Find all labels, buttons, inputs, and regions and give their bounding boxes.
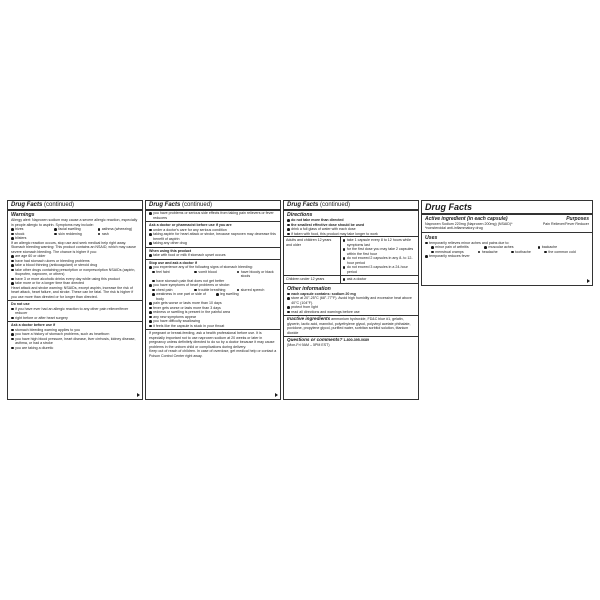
list-item: do not exceed 2 capsules in any 8- to 12-hour period [346, 256, 413, 265]
list-item: the smallest effective dose should be used [291, 222, 365, 227]
list-item: you have symptoms of heart problems or stroke: [153, 283, 230, 287]
bullet-icon [11, 255, 14, 258]
bullet-icon [11, 308, 14, 311]
list-item: have had stomach ulcers or bleeding problems [15, 258, 90, 263]
bullet-icon [149, 307, 152, 310]
bullet-icon [11, 264, 14, 267]
bullet-icon [149, 302, 152, 305]
list-item: right before or after heart surgery [15, 315, 68, 320]
bullet-icon [149, 233, 152, 236]
drug-facts-panel-directions [283, 200, 419, 400]
sign: chest pain [156, 287, 173, 292]
list-item: if you have ever had an allergic reaction to any other pain reliever/fever reducer [15, 306, 129, 315]
bullet-icon [152, 271, 155, 274]
purpose: Pain Reliever/Fever Reducer [542, 222, 589, 226]
divider [146, 247, 280, 248]
stop-use-title: Stop use and ask a doctor if [149, 260, 197, 265]
list-item: store at 20°-25°C (68°-77°F). Avoid high humidity and excessive heat above 40°C (104°F). [291, 296, 412, 305]
list-item: you have problems or serious side effects from taking pain relievers or fever reducers [153, 211, 274, 220]
allergy-after: If an allergic reaction occurs, stop use and seek medical help right away. [11, 240, 127, 245]
bullet-icon [11, 329, 14, 332]
divider [146, 329, 280, 330]
use-item: menstrual cramps [435, 249, 464, 254]
bullet-icon [149, 284, 152, 287]
continue-arrow-icon [137, 393, 140, 397]
sign: feel faint [156, 269, 170, 274]
bullet-icon [538, 246, 541, 249]
bullet-icon [287, 224, 290, 227]
age-group: Adults and children 12 years and older [284, 237, 340, 276]
symptom: hives [15, 227, 24, 231]
active-ingredient-title: Active ingredient (in each capsule) [425, 216, 508, 222]
divider [146, 259, 280, 260]
bullet-icon [425, 255, 428, 258]
bullet-icon [149, 316, 152, 319]
bullet-icon [425, 242, 428, 245]
list-item: ask a doctor [346, 277, 367, 281]
panel-title: Drug Facts [287, 202, 319, 208]
panel-title: Drug Facts [11, 202, 43, 208]
allergy-symptoms [11, 227, 139, 241]
bullet-icon [11, 333, 14, 336]
table-row [284, 237, 418, 276]
list-item: under a doctor's care for any serious condition [153, 227, 227, 232]
ask-pharmacist-title: Ask a doctor or pharmacist before use if you are [149, 223, 232, 227]
dosage-instructions [340, 237, 418, 276]
list-item: stomach bleeding warning applies to you [15, 327, 81, 332]
bullet-icon [149, 311, 152, 314]
sign: have stomach pain that does not get better [156, 278, 225, 283]
list-item: do not take more than directed [291, 218, 344, 222]
list-item: if taken with food, this product may take longer to work [291, 231, 378, 236]
list-item: temporarily reduces fever [429, 254, 470, 258]
bullet-icon [287, 293, 290, 296]
directions-title: Directions [287, 212, 313, 218]
questions-hours: (Mon-Fri 9AM – 5PM EST) [287, 342, 330, 347]
list-item: take more or for a longer time than directed [15, 281, 85, 285]
sign: have bloody or black stools [240, 269, 274, 278]
inactive-title: Inactive ingredients [287, 316, 331, 321]
list-item: taking any other drug [153, 241, 187, 245]
questions-phone: 1-800-395-0689 [343, 338, 369, 342]
list-item: fever gets worse or lasts more than 3 days [153, 305, 221, 310]
symptom: asthma (wheezing) [101, 227, 133, 231]
drug-facts-panel-warnings-continued [145, 200, 281, 400]
bullet-icon [152, 289, 155, 292]
bullet-icon [431, 251, 434, 254]
sign: leg swelling [220, 292, 239, 296]
questions-title: Questions or comments? [287, 337, 343, 342]
list-item: any new symptoms appear [153, 314, 197, 319]
bullet-icon [343, 278, 346, 281]
dosage-table [284, 236, 418, 283]
list-item: have 3 or more alcoholic drinks every day while using this product [15, 276, 120, 281]
bullet-icon [237, 271, 240, 274]
bullet-icon [152, 280, 155, 283]
bullet-icon [98, 233, 101, 236]
use-item: minor pain of arthritis [435, 245, 469, 249]
list-item: are age 60 or older [15, 254, 46, 258]
bullet-icon [11, 278, 14, 281]
bullet-icon [287, 233, 290, 236]
bullet-icon [287, 228, 290, 231]
bullet-icon [343, 266, 346, 269]
bullet-icon [149, 242, 152, 245]
bullet-icon [11, 347, 14, 350]
list-item: protect from light [291, 305, 318, 309]
heart-signs-2 [149, 292, 277, 301]
warnings-title: Warnings [11, 212, 35, 218]
stomach-warning: Stomach bleeding warning: This product contains an NSAID, which may cause severe stomach bleeding. The chance is higher if you: [11, 245, 136, 254]
list-item: redness or swelling is present in the painful area [153, 310, 231, 314]
bullet-icon [287, 306, 290, 309]
list-item: you have a history of stomach problems, such as heartburn [15, 332, 110, 336]
drug-facts-title: Drug Facts [422, 201, 592, 215]
bullet-icon [511, 251, 514, 254]
bleeding-signs [149, 270, 277, 279]
active-ingredient-header [422, 215, 592, 222]
list-item: pain gets worse or lasts more than 10 days [153, 301, 222, 305]
list-item: you are taking a diuretic [15, 345, 54, 350]
continue-arrow-icon [587, 279, 590, 283]
drug-facts-panel-main [421, 200, 593, 286]
divider [422, 232, 592, 233]
keep-out-warning: Keep out of reach of children. In case of overdose, get medical help or contact a Poison Control Center right away. [149, 349, 277, 358]
bullet-icon [152, 293, 155, 296]
bullet-icon [11, 233, 14, 236]
sign: weakness in one part or side of body [156, 292, 206, 301]
bullet-icon [54, 228, 57, 231]
panel-title: Drug Facts [149, 202, 181, 208]
pregnancy-warning: If pregnant or breast-feeding, ask a health professional before use. It is especially important not to use naproxen sodium at 20 weeks or later in pregnancy unless definitely directed to do so by a doctor because it may cause problems in the unborn child or complications during delivery. [149, 331, 275, 349]
panel-continued: (continued) [320, 202, 351, 208]
divider [8, 321, 142, 322]
bullet-icon [343, 257, 346, 260]
list-item: take with food or milk if stomach upset occurs [153, 253, 226, 257]
list-item: for the first dose you may take 2 capsules within the first hour [346, 247, 414, 256]
list-item: temporarily relieves minor aches and pains due to: [429, 240, 510, 245]
list-item: it feels like the capsule is stuck in your throat [153, 323, 225, 328]
allergy-alert: Allergy alert: Naproxen sodium may cause a severe allergic reaction, especially in people allergic to aspirin. Symptoms may include: [11, 218, 138, 227]
bullet-icon [216, 293, 219, 296]
bullet-icon [484, 246, 487, 249]
bullet-icon [11, 338, 14, 341]
panel-continued: (continued) [44, 202, 75, 208]
bullet-icon [287, 297, 290, 300]
bullet-icon [11, 260, 14, 263]
list-item: each capsule contains: sodium 20 mg [291, 291, 356, 296]
sign: vomit blood [198, 269, 217, 274]
footnote: *nonsteroidal anti-inflammatory drug [425, 226, 483, 230]
divider [284, 283, 418, 284]
drug-facts-panel-warnings [7, 200, 143, 400]
list-item: you have high blood pressure, heart disease, liver cirrhosis, kidney disease, asthma, or had a stroke [15, 336, 136, 345]
panel-header [8, 201, 142, 211]
bullet-icon [11, 317, 14, 320]
bullet-icon [343, 248, 346, 251]
symptom: rash [101, 231, 109, 236]
bullet-icon [54, 233, 57, 236]
bullet-icon [287, 311, 290, 314]
use-item: muscular aches [488, 245, 514, 249]
table-row [284, 276, 418, 283]
bullet-icon [194, 289, 197, 292]
bullet-icon [544, 251, 547, 254]
heart-warning: Heart attack and stroke warning: NSAIDs, except aspirin, increase the risk of heart attack, heart failure, and stroke. These can be fatal. The risk is higher if you use more than directed or for longer than directed. [11, 285, 134, 299]
symptom: facial swelling [58, 227, 81, 231]
bullet-icon [287, 219, 290, 222]
bullet-icon [149, 266, 152, 269]
panel-header [146, 201, 280, 211]
list-item: take 1 capsule every 8 to 12 hours while symptoms last [346, 238, 411, 247]
symptom: skin reddening [58, 231, 82, 236]
dosage-instructions [340, 276, 418, 283]
bullet-icon [237, 289, 240, 292]
bullet-icon [11, 282, 14, 285]
bullet-icon [11, 228, 14, 231]
ask-doctor-title: Ask a doctor before use if [11, 323, 56, 327]
list-item: you have difficulty swallowing [153, 319, 200, 323]
use-item: toothache [515, 249, 531, 254]
uses-title: Uses [425, 234, 438, 241]
divider [8, 300, 142, 301]
list-item: take other drugs containing prescription or nonprescription NSAIDs (aspirin, ibuprofen, naproxen, or others) [15, 267, 136, 276]
list-item: take a blood thinning (anticoagulant) or steroid drug [15, 263, 98, 267]
bullet-icon [11, 237, 14, 240]
inactive-text: ammonium hydroxide, FD&C blue #1, gelatin, glycerin, lactic acid, mannitol, polyethylene glycol, polyvinyl acetate phthalate, povidone, propylene glycol, purified water, sorbitan sorbitol solution, titanium dioxide [287, 317, 411, 335]
use-item: the common cold [548, 249, 576, 254]
use-item: headache [481, 249, 498, 254]
other-info-title: Other information [287, 285, 331, 292]
list-item: you experience any of the following signs of stomach bleeding: [153, 265, 253, 269]
bullet-icon [478, 251, 481, 254]
list-item: do not exceed 3 capsules in a 24-hour period [346, 265, 408, 274]
do-not-use-title: Do not use [11, 302, 30, 306]
symptom: blisters [15, 236, 27, 240]
continue-arrow-icon [275, 393, 278, 397]
sign: trouble breathing [198, 287, 226, 292]
bullet-icon [149, 212, 152, 215]
bullet-icon [149, 254, 152, 257]
bullet-icon [149, 320, 152, 323]
panel-continued: (continued) [182, 202, 213, 208]
bullet-icon [149, 229, 152, 232]
divider [146, 221, 280, 222]
symptom: shock [15, 231, 25, 236]
bullet-icon [431, 246, 434, 249]
panel-header [284, 201, 418, 211]
active-ingredient: Naproxen Sodium 220mg (Naproxen 200mg) (NSAID)* [425, 222, 513, 226]
sign: slurred speech [240, 287, 265, 292]
purposes-title: Purposes [566, 216, 589, 222]
age-group: Children under 12 years [284, 276, 340, 283]
use-item: backache [541, 245, 558, 249]
list-item: drink a full glass of water with each dose [291, 227, 356, 231]
bullet-icon [343, 239, 346, 242]
bullet-icon [149, 325, 152, 328]
bullet-icon [98, 228, 101, 231]
list-item: taking aspirin for heart attack or stroke, because naproxen may decrease this benefit of aspirin [153, 232, 276, 241]
list-item: read all directions and warnings before use [291, 309, 360, 314]
bullet-icon [11, 269, 14, 272]
when-using-title: When using this product [149, 248, 192, 253]
bullet-icon [194, 271, 197, 274]
